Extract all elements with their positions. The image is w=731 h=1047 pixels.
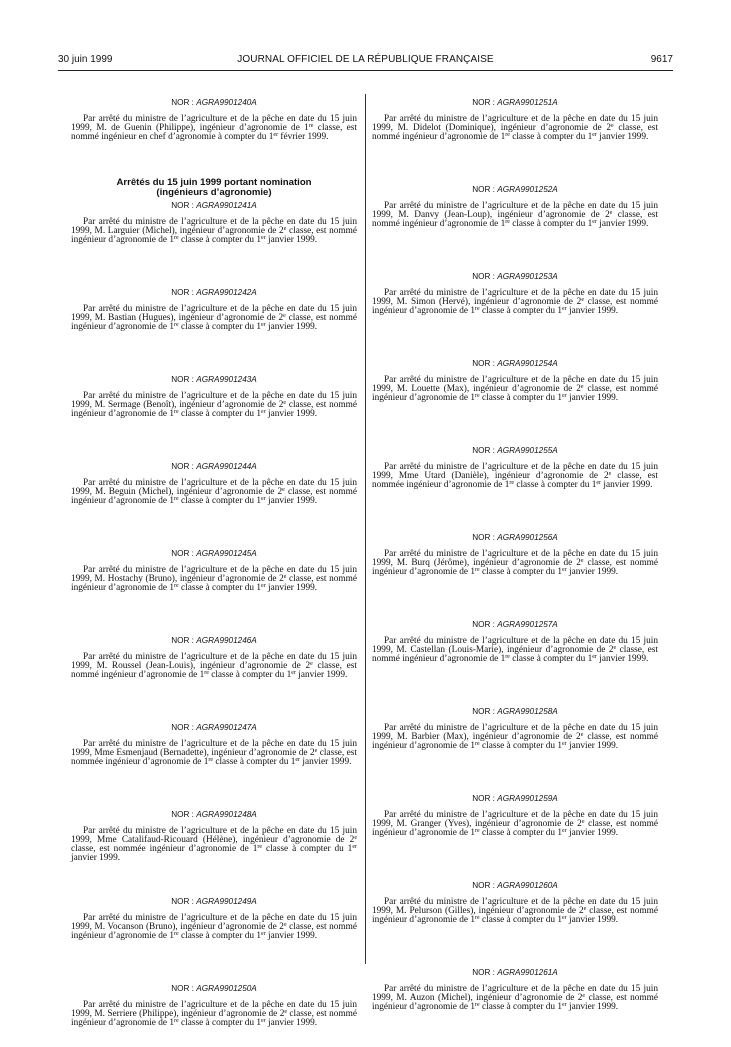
nor-code: AGRA9901259A: [497, 794, 558, 803]
nor-code: AGRA9901254A: [497, 359, 558, 368]
nor-reference: [71, 461, 357, 472]
decree-paragraph: Par arrêté du ministre de l’agriculture et de la pêche en date du 15 juin 1999, M. Pelurson (Gilles), ingénieur d’agronomie de 2e classe, est nommé ingénieur d’agronomie de 1re classe à compter du 1er janvier 1999.: [372, 897, 658, 925]
decree-paragraph: Par arrêté du ministre de l’agriculture et de la pêche en date du 15 juin 1999, M. Barbier (Max), ingénieur d’agronomie de 2e classe, est nommé ingénieur d’agronomie de 1re classe à compter du 1er janvier 1999.: [372, 723, 658, 751]
nor-code: AGRA9901261A: [497, 968, 558, 977]
nor-reference: [71, 635, 357, 646]
right-column: [372, 97, 658, 1031]
decree-paragraph: Par arrêté du ministre de l’agriculture et de la pêche en date du 15 juin 1999, M. Bastian (Hugues), ingénieur d’agronomie de 2e classe, est nommé ingénieur d’agronomie de 1re classe à compter du 1er janvier 1999.: [71, 304, 357, 332]
decree-paragraph: Par arrêté du ministre de l’agriculture et de la pêche en date du 15 juin 1999, M. Simon (Hervé), ingénieur d’agronomie de 2e classe, est nommé ingénieur d’agronomie de 1re classe à compter du 1er janvier 1999.: [372, 288, 658, 316]
nor-label: NOR :: [472, 185, 498, 194]
spacer: [372, 248, 658, 271]
nor-label: NOR :: [171, 984, 197, 993]
decree-paragraph: Par arrêté du ministre de l’agriculture et de la pêche en date du 15 juin 1999, M. Burq (Jérôme), ingénieur d’agronomie de 2e classe, est nommé ingénieur d’agronomie de 1re classe à compter du 1er janvier 1999.: [372, 549, 658, 577]
nor-reference: [71, 548, 357, 559]
nor-label: NOR :: [472, 98, 498, 107]
spacer: [71, 438, 357, 461]
decree-paragraph: Par arrêté du ministre de l’agriculture et de la pêche en date du 15 juin 1999, M. Beguin (Michel), ingénieur d’agronomie de 2e classe, est nommé ingénieur d’agronomie de 1re classe à compter du 1er janvier 1999.: [71, 478, 357, 506]
decree-paragraph: Par arrêté du ministre de l’agriculture et de la pêche en date du 15 juin 1999, M. Auzon (Michel), ingénieur d’agronomie de 2e classe, est nommé ingénieur d’agronomie de 1re classe à compter du 1er janvier 1999.: [372, 984, 658, 1012]
decree-paragraph: Par arrêté du ministre de l’agriculture et de la pêche en date du 15 juin 1999, Mme Esmenjaud (Bernadette), ingénieur d’agronomie de 2e classe, est nommée ingénieur d’agronomie de 1re classe à compter du 1er janvier 1999.: [71, 739, 358, 767]
nor-label: NOR :: [171, 201, 197, 210]
spacer: [372, 509, 658, 532]
header-date: 30 juin 1999: [58, 54, 113, 65]
nor-reference: [372, 358, 658, 369]
spacer: [71, 873, 357, 896]
decree-paragraph: Par arrêté du ministre de l’agriculture et de la pêche en date du 15 juin 1999, M. Danvy (Jean-Loup), ingénieur d’agronomie de 2e classe, est nommé ingénieur d’agronomie de 1re classe à compter du 1er janvier 1999.: [372, 201, 658, 229]
spacer: [372, 683, 658, 706]
nor-label: NOR :: [472, 272, 498, 281]
nor-reference: [71, 287, 357, 298]
nor-label: NOR :: [472, 446, 498, 455]
nor-code: AGRA9901258A: [497, 707, 558, 716]
spacer: [372, 770, 658, 793]
nor-reference: [372, 97, 658, 108]
nor-code: AGRA9901250A: [196, 984, 257, 993]
nor-code: AGRA9901245A: [196, 549, 257, 558]
nor-label: NOR :: [171, 98, 197, 107]
header-page-number: 9617: [650, 54, 673, 65]
nor-label: NOR :: [171, 375, 197, 384]
nor-reference: [71, 896, 357, 907]
nor-label: NOR :: [171, 897, 197, 906]
decree-paragraph: Par arrêté du ministre de l’agriculture et de la pêche en date du 15 juin 1999, M. Serriere (Philippe), ingénieur d’agronomie de 2e classe, est nommé ingénieur d’agronomie de 1re classe à compter du 1er janvier 1999.: [71, 1000, 357, 1028]
decree-paragraph: Par arrêté du ministre de l’agriculture et de la pêche en date du 15 juin 1999, M. Vocanson (Bruno), ingénieur d’agronomie de 2e classe, est nommé ingénieur d’agronomie de 1re classe à compter du 1er janvier 1999.: [71, 913, 357, 941]
nor-reference: [71, 200, 357, 211]
spacer: [71, 525, 357, 548]
decree-paragraph: Par arrêté du ministre de l’agriculture et de la pêche en date du 15 juin 1999, M. Larguier (Michel), ingénieur d’agronomie de 2e classe, est nommé ingénieur d’agronomie de 1re classe à compter du 1er janvier 1999.: [71, 217, 358, 245]
nor-code: AGRA9901256A: [497, 533, 558, 542]
decree-paragraph: Par arrêté du ministre de l’agriculture et de la pêche en date du 15 juin 1999, Mme Utard (Danièle), ingénieur d’agronomie de 2e classe, est nommée ingénieur d’agronomie de 1re classe à compter du 1er janvier 1999.: [372, 462, 659, 490]
spacer: [71, 264, 357, 287]
nor-label: NOR :: [472, 620, 498, 629]
nor-code: AGRA9901248A: [196, 810, 257, 819]
spacer: [372, 335, 658, 358]
section-title-line-1: Arrêtés du 15 juin 1999 portant nomination: [116, 177, 312, 188]
nor-label: NOR :: [171, 810, 197, 819]
header-journal-title: JOURNAL OFFICIEL DE LA RÉPUBLIQUE FRANÇAISE: [237, 54, 494, 65]
nor-code: AGRA9901243A: [196, 375, 257, 384]
decree-paragraph: Par arrêté du ministre de l’agriculture et de la pêche en date du 15 juin 1999, M. Didelot (Dominique), ingénieur d’agronomie de 2e classe, est nommé ingénieur d’agronomie de 1re classe à compter du 1er janvier 1999.: [372, 114, 659, 142]
nor-label: NOR :: [472, 794, 498, 803]
nor-reference: [71, 374, 357, 385]
nor-label: NOR :: [472, 881, 498, 890]
nor-label: NOR :: [472, 359, 498, 368]
spacer: [71, 351, 357, 374]
decree-paragraph: Par arrêté du ministre de l’agriculture et de la pêche en date du 15 juin 1999, M. Sermage (Benoît), ingénieur d’agronomie de 2e classe, est nommé ingénieur d’agronomie de 1re classe à compter du 1er janvier 1999.: [71, 391, 357, 419]
spacer: [71, 612, 357, 635]
nor-code: AGRA9901255A: [497, 446, 558, 455]
nor-label: NOR :: [171, 723, 197, 732]
spacer: [71, 786, 357, 809]
left-column: [71, 97, 357, 1047]
decree-paragraph: Par arrêté du ministre de l’agriculture et de la pêche en date du 15 juin 1999, M. de Guenin (Philippe), ingénieur d’agronomie de 1re classe, est nommé ingénieur en chef d’agronomie à compter du 1er février 1999.: [71, 114, 357, 142]
decree-paragraph: Par arrêté du ministre de l’agriculture et de la pêche en date du 15 juin 1999, M. Roussel (Jean-Louis), ingénieur d’agronomie de 2e classe, est nommé ingénieur d’agronomie de 1re classe à compter du 1er janvier 1999.: [71, 652, 358, 680]
decree-paragraph: Par arrêté du ministre de l’agriculture et de la pêche en date du 15 juin 1999, M. Hostachy (Bruno), ingénieur d’agronomie de 2e classe, est nommé ingénieur d’agronomie de 1re classe à compter du 1er janvier 1999.: [71, 565, 357, 593]
nor-reference: [372, 793, 658, 804]
spacer: [372, 944, 658, 967]
nor-code: AGRA9901251A: [497, 98, 558, 107]
nor-reference: [372, 967, 658, 978]
column-divider: [365, 94, 366, 964]
nor-code: AGRA9901246A: [196, 636, 257, 645]
nor-reference: [372, 619, 658, 630]
nor-reference: [372, 532, 658, 543]
nor-reference: [372, 706, 658, 717]
nor-reference: [71, 809, 357, 820]
nor-reference: [372, 271, 658, 282]
spacer: [372, 422, 658, 445]
nor-code: AGRA9901240A: [196, 98, 257, 107]
page-header: [58, 54, 673, 68]
header-rule: [58, 70, 673, 71]
nor-code: AGRA9901241A: [196, 201, 257, 210]
nor-code: AGRA9901257A: [497, 620, 558, 629]
nor-code: AGRA9901260A: [497, 881, 558, 890]
nor-label: NOR :: [171, 462, 197, 471]
spacer: [372, 596, 658, 619]
nor-code: AGRA9901247A: [196, 723, 257, 732]
nor-label: NOR :: [171, 288, 197, 297]
decree-paragraph: Par arrêté du ministre de l’agriculture et de la pêche en date du 15 juin 1999, M. Castellan (Louis-Marie), ingénieur d’agronomie de 2e classe, est nommé ingénieur d’agronomie de 1re classe à compter du 1er janvier 1999.: [372, 636, 658, 664]
nor-label: NOR :: [472, 968, 498, 977]
nor-label: NOR :: [472, 707, 498, 716]
nor-reference: [71, 97, 357, 108]
nor-reference: [71, 983, 357, 994]
nor-code: AGRA9901252A: [497, 185, 558, 194]
nor-code: AGRA9901244A: [196, 462, 257, 471]
section-title: [71, 178, 357, 198]
nor-code: AGRA9901249A: [196, 897, 257, 906]
section-title-line-2: (ingénieurs d’agronomie): [156, 187, 272, 198]
spacer: [372, 161, 658, 184]
nor-label: NOR :: [171, 636, 197, 645]
nor-code: AGRA9901253A: [497, 272, 558, 281]
spacer: [71, 699, 357, 722]
nor-code: AGRA9901242A: [196, 288, 257, 297]
nor-reference: [372, 445, 658, 456]
decree-paragraph: Par arrêté du ministre de l’agriculture et de la pêche en date du 15 juin 1999, M. Louette (Max), ingénieur d’agronomie de 2e classe, est nommé ingénieur d’agronomie de 1re classe à compter du 1er janvier 1999.: [372, 375, 658, 403]
nor-reference: [71, 722, 357, 733]
decree-paragraph: Par arrêté du ministre de l’agriculture et de la pêche en date du 15 juin 1999, M. Granger (Yves), ingénieur d’agronomie de 2e classe, est nommé ingénieur d’agronomie de 1re classe à compter du 1er janvier 1999.: [372, 810, 658, 838]
nor-label: NOR :: [472, 533, 498, 542]
nor-reference: [372, 184, 658, 195]
spacer: [71, 161, 357, 178]
spacer: [71, 960, 357, 983]
decree-paragraph: Par arrêté du ministre de l’agriculture et de la pêche en date du 15 juin 1999, Mme Catalifaud-Ricouard (Hélène), ingénieur d’agronomie de 2e classe, est nommée ingénieur d’agronomie de 1re classe à compter du 1er janvier 1999.: [71, 826, 358, 863]
spacer: [372, 857, 658, 880]
nor-reference: [372, 880, 658, 891]
nor-label: NOR :: [171, 549, 197, 558]
